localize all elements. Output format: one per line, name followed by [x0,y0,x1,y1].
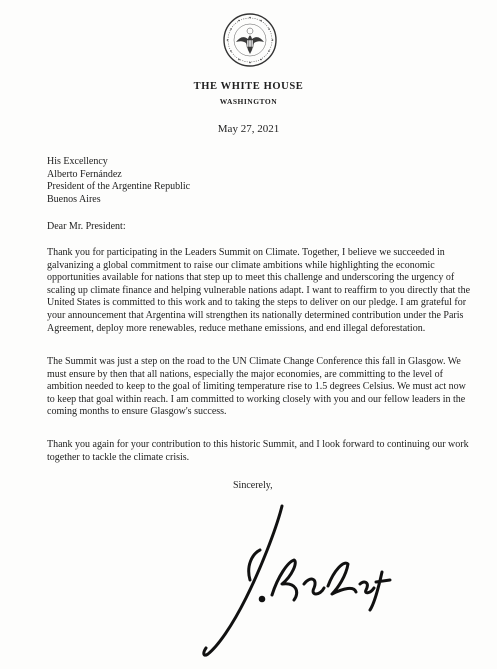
salutation: Dear Mr. President: [47,221,126,232]
handwritten-signature-icon [200,500,400,665]
recipient-city: Buenos Aires [47,193,101,205]
body-paragraph-3: Thank you again for your contribution to this historic Summit, and I look forward to continuing our work together to tackle the climate crisis. [47,439,469,463]
recipient-address [47,156,472,206]
letterhead-title: THE WHITE HOUSE [193,81,304,92]
recipient-name: Alberto Fernández [47,168,122,180]
letter-date: May 27, 2021 [217,123,280,135]
body-paragraph-1: Thank you for participating in the Leaders Summit on Climate. Together, I believe we succeeded in galvanizing a global commitment to raise our climate ambitions while highlighting the economic opportunities available for nations that step up to meet this challenge and underscoring the urgency of scaling up climate finance and helping vulnerable nations adapt. I want to reaffirm to you directly that the United States is committed to this work and to taking the steps to deliver on our pledge. I am grateful for your announcement that Argentina will strengthen its nationally determined contribution under the Paris Agreement, deploy more renewables, reduce methane emissions, and end illegal deforestation. [47,247,471,334]
recipient-title: President of the Argentine Republic [47,181,191,193]
letterhead-subtitle: WASHINGTON [219,97,278,106]
closing: Sincerely, [233,480,273,491]
recipient-honorific: His Excellency [47,156,108,167]
presidential-seal-icon [222,12,278,68]
body-paragraph-2: The Summit was just a step on the road to the UN Climate Change Conference this fall in Glasgow. We must ensure by then that all nations, especially the major economies, are committing to the level of ambition needed to keep to the goal of limiting temperature rise to 1.5 degrees Celsius. We must act now to keep that goal within reach. I am committed to working closely with you and our fellow leaders in the coming months to ensure Glasgow's success. [47,356,466,418]
